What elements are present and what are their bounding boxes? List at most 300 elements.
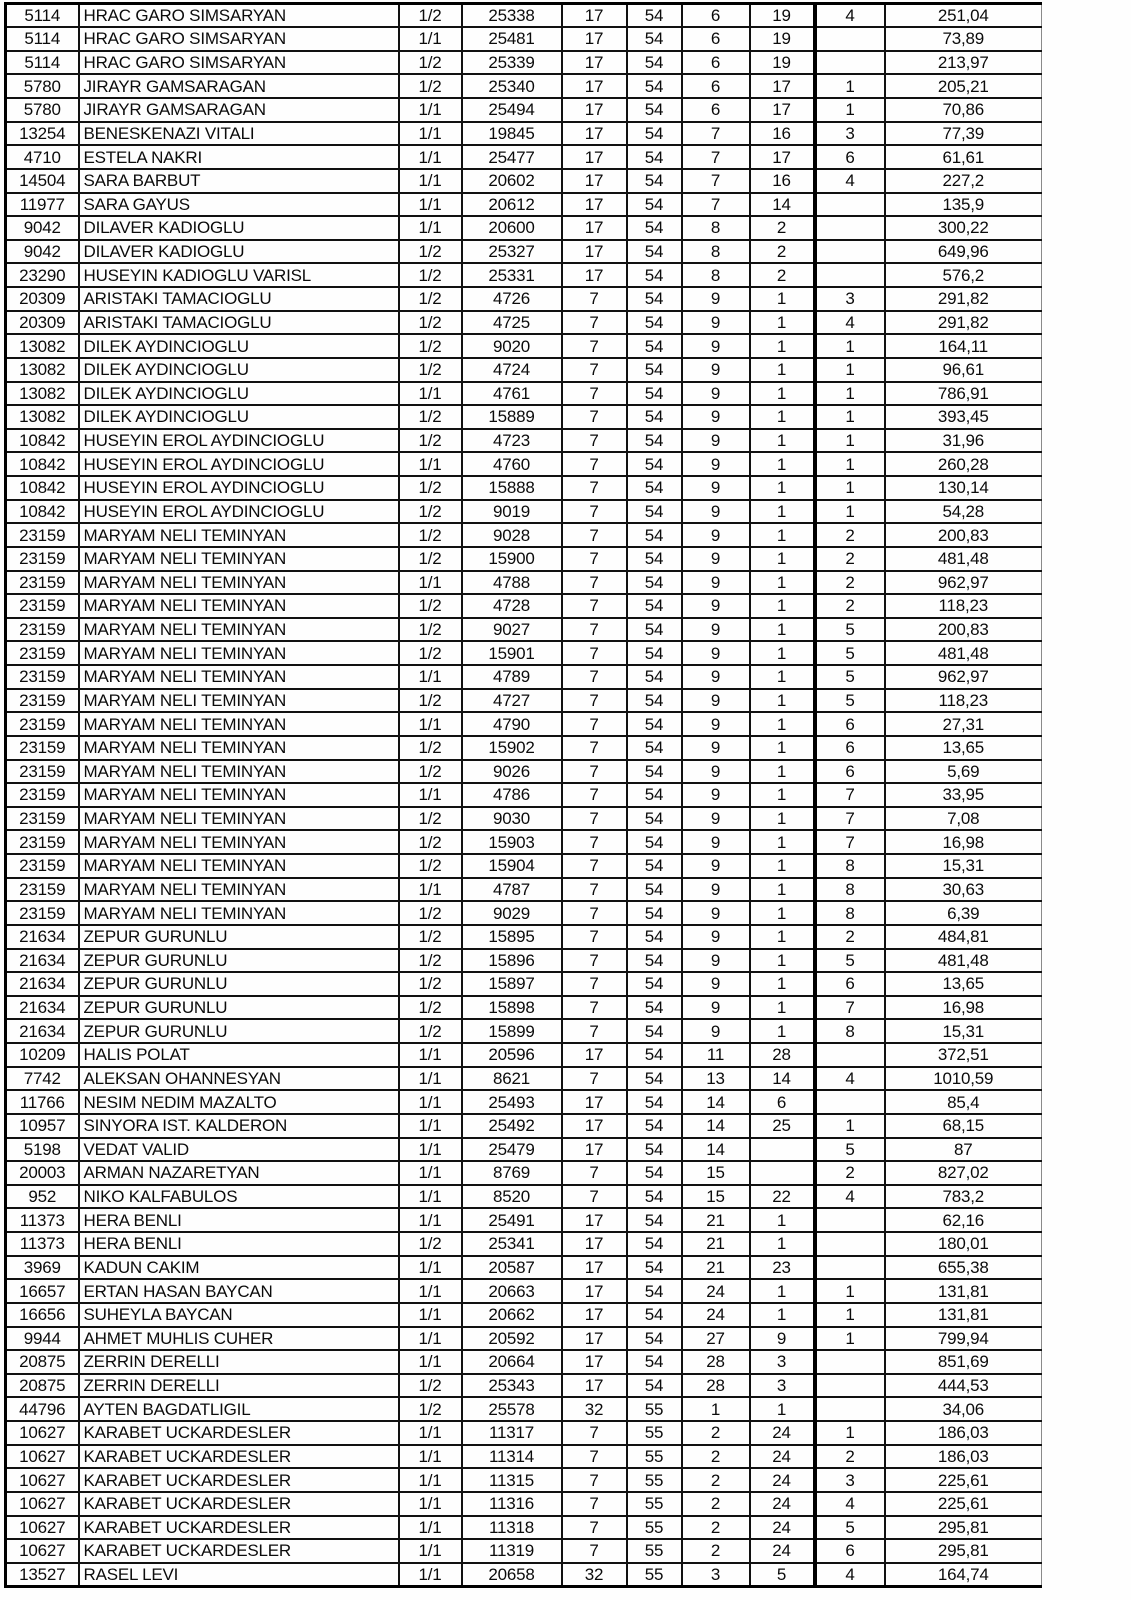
cell-n2: 54 bbox=[627, 193, 682, 217]
cell-amount: 16,98 bbox=[885, 996, 1042, 1020]
cell-n2: 54 bbox=[627, 1114, 682, 1138]
cell-n5: 1 bbox=[815, 500, 885, 524]
cell-amount: 227,2 bbox=[885, 169, 1042, 193]
cell-share: 1/2 bbox=[399, 500, 462, 524]
cell-n1: 17 bbox=[562, 240, 627, 264]
table-row bbox=[6, 689, 1042, 713]
cell-n1: 7 bbox=[562, 972, 627, 996]
cell-n4 bbox=[750, 1161, 815, 1185]
cell-share: 1/1 bbox=[399, 571, 462, 595]
cell-amount: 135,9 bbox=[885, 193, 1042, 217]
cell-doc_no: 15889 bbox=[462, 405, 562, 429]
cell-n1: 7 bbox=[562, 1539, 627, 1563]
cell-doc_no: 25578 bbox=[462, 1397, 562, 1421]
table-row bbox=[6, 429, 1042, 453]
cell-n4: 17 bbox=[750, 145, 815, 169]
cell-id: 13082 bbox=[6, 334, 79, 358]
cell-share: 1/2 bbox=[399, 618, 462, 642]
cell-share: 1/2 bbox=[399, 641, 462, 665]
cell-share: 1/1 bbox=[399, 98, 462, 122]
cell-doc_no: 25338 bbox=[462, 4, 562, 28]
cell-name: ARISTAKI TAMACIOGLU bbox=[79, 287, 399, 311]
table-row bbox=[6, 145, 1042, 169]
cell-id: 23159 bbox=[6, 854, 79, 878]
cell-n2: 55 bbox=[627, 1492, 682, 1516]
table-row bbox=[6, 854, 1042, 878]
cell-n3: 9 bbox=[682, 807, 750, 831]
cell-id: 23159 bbox=[6, 641, 79, 665]
cell-n1: 7 bbox=[562, 429, 627, 453]
cell-amount: 295,81 bbox=[885, 1516, 1042, 1540]
cell-name: DILEK AYDINCIOGLU bbox=[79, 334, 399, 358]
cell-n5: 5 bbox=[815, 949, 885, 973]
cell-n1: 17 bbox=[562, 1303, 627, 1327]
table-row bbox=[6, 901, 1042, 925]
cell-id: 3969 bbox=[6, 1256, 79, 1280]
cell-n5: 6 bbox=[815, 1539, 885, 1563]
cell-amount: 130,14 bbox=[885, 476, 1042, 500]
cell-id: 23159 bbox=[6, 807, 79, 831]
cell-n4: 1 bbox=[750, 523, 815, 547]
cell-name: HRAC GARO SIMSARYAN bbox=[79, 27, 399, 51]
cell-doc_no: 9026 bbox=[462, 760, 562, 784]
cell-n4: 24 bbox=[750, 1516, 815, 1540]
cell-doc_no: 4788 bbox=[462, 571, 562, 595]
cell-n2: 54 bbox=[627, 830, 682, 854]
cell-doc_no: 4725 bbox=[462, 311, 562, 335]
cell-n3: 8 bbox=[682, 263, 750, 287]
cell-id: 23159 bbox=[6, 783, 79, 807]
cell-n5: 5 bbox=[815, 1138, 885, 1162]
table-row bbox=[6, 311, 1042, 335]
cell-amount: 7,08 bbox=[885, 807, 1042, 831]
cell-n1: 17 bbox=[562, 1043, 627, 1067]
cell-name: MARYAM NELI TEMINYAN bbox=[79, 736, 399, 760]
cell-n2: 54 bbox=[627, 1350, 682, 1374]
cell-n1: 7 bbox=[562, 571, 627, 595]
cell-n3: 9 bbox=[682, 594, 750, 618]
cell-share: 1/2 bbox=[399, 4, 462, 28]
cell-id: 5114 bbox=[6, 4, 79, 28]
cell-share: 1/2 bbox=[399, 523, 462, 547]
cell-n4: 24 bbox=[750, 1492, 815, 1516]
cell-doc_no: 11314 bbox=[462, 1445, 562, 1469]
cell-n2: 54 bbox=[627, 523, 682, 547]
cell-n3: 9 bbox=[682, 712, 750, 736]
cell-n2: 54 bbox=[627, 972, 682, 996]
cell-n4: 23 bbox=[750, 1256, 815, 1280]
table-row bbox=[6, 1067, 1042, 1091]
cell-n5: 2 bbox=[815, 594, 885, 618]
cell-amount: 15,31 bbox=[885, 854, 1042, 878]
cell-name: ERTAN HASAN BAYCAN bbox=[79, 1279, 399, 1303]
cell-n2: 54 bbox=[627, 311, 682, 335]
cell-n3: 21 bbox=[682, 1256, 750, 1280]
cell-n4: 6 bbox=[750, 1090, 815, 1114]
cell-n4: 1 bbox=[750, 807, 815, 831]
cell-share: 1/2 bbox=[399, 736, 462, 760]
cell-n3: 9 bbox=[682, 311, 750, 335]
cell-share: 1/1 bbox=[399, 1468, 462, 1492]
cell-n1: 7 bbox=[562, 854, 627, 878]
cell-n1: 7 bbox=[562, 665, 627, 689]
cell-n5: 8 bbox=[815, 878, 885, 902]
table-row bbox=[6, 263, 1042, 287]
cell-doc_no: 4728 bbox=[462, 594, 562, 618]
cell-n2: 54 bbox=[627, 689, 682, 713]
cell-n3: 9 bbox=[682, 996, 750, 1020]
cell-id: 5780 bbox=[6, 74, 79, 98]
cell-id: 23159 bbox=[6, 571, 79, 595]
cell-n3: 7 bbox=[682, 122, 750, 146]
cell-id: 16657 bbox=[6, 1279, 79, 1303]
cell-n3: 28 bbox=[682, 1374, 750, 1398]
cell-id: 21634 bbox=[6, 1019, 79, 1043]
cell-name: MARYAM NELI TEMINYAN bbox=[79, 641, 399, 665]
cell-doc_no: 25494 bbox=[462, 98, 562, 122]
cell-doc_no: 15902 bbox=[462, 736, 562, 760]
table-row bbox=[6, 523, 1042, 547]
cell-share: 1/2 bbox=[399, 547, 462, 571]
cell-amount: 205,21 bbox=[885, 74, 1042, 98]
cell-n3: 6 bbox=[682, 51, 750, 75]
cell-n4: 1 bbox=[750, 571, 815, 595]
cell-n2: 55 bbox=[627, 1516, 682, 1540]
cell-amount: 164,11 bbox=[885, 334, 1042, 358]
cell-amount: 372,51 bbox=[885, 1043, 1042, 1067]
cell-n5 bbox=[815, 51, 885, 75]
cell-amount: 213,97 bbox=[885, 51, 1042, 75]
cell-n1: 7 bbox=[562, 382, 627, 406]
cell-n1: 17 bbox=[562, 1350, 627, 1374]
cell-n3: 6 bbox=[682, 27, 750, 51]
cell-doc_no: 4760 bbox=[462, 452, 562, 476]
cell-id: 23159 bbox=[6, 665, 79, 689]
cell-doc_no: 8520 bbox=[462, 1185, 562, 1209]
cell-share: 1/2 bbox=[399, 334, 462, 358]
cell-name: NIKO KALFABULOS bbox=[79, 1185, 399, 1209]
cell-n4: 3 bbox=[750, 1350, 815, 1374]
cell-id: 23159 bbox=[6, 901, 79, 925]
cell-share: 1/1 bbox=[399, 1445, 462, 1469]
cell-n2: 54 bbox=[627, 1090, 682, 1114]
table-row bbox=[6, 169, 1042, 193]
cell-n3: 2 bbox=[682, 1492, 750, 1516]
cell-name: AYTEN BAGDATLIGIL bbox=[79, 1397, 399, 1421]
cell-amount: 655,38 bbox=[885, 1256, 1042, 1280]
cell-share: 1/1 bbox=[399, 169, 462, 193]
cell-n1: 7 bbox=[562, 901, 627, 925]
cell-doc_no: 15904 bbox=[462, 854, 562, 878]
cell-n2: 54 bbox=[627, 949, 682, 973]
cell-n2: 54 bbox=[627, 263, 682, 287]
cell-n3: 7 bbox=[682, 145, 750, 169]
cell-n2: 54 bbox=[627, 240, 682, 264]
cell-amount: 85,4 bbox=[885, 1090, 1042, 1114]
cell-doc_no: 20596 bbox=[462, 1043, 562, 1067]
cell-n2: 54 bbox=[627, 783, 682, 807]
cell-n5: 4 bbox=[815, 169, 885, 193]
cell-name: MARYAM NELI TEMINYAN bbox=[79, 878, 399, 902]
cell-amount: 481,48 bbox=[885, 547, 1042, 571]
cell-n3: 6 bbox=[682, 98, 750, 122]
table-row bbox=[6, 1279, 1042, 1303]
cell-share: 1/2 bbox=[399, 358, 462, 382]
cell-amount: 13,65 bbox=[885, 736, 1042, 760]
cell-name: RASEL LEVI bbox=[79, 1563, 399, 1587]
cell-n1: 7 bbox=[562, 807, 627, 831]
cell-n3: 9 bbox=[682, 523, 750, 547]
cell-n1: 17 bbox=[562, 4, 627, 28]
table-row bbox=[6, 760, 1042, 784]
cell-n1: 7 bbox=[562, 1161, 627, 1185]
cell-name: HERA BENLI bbox=[79, 1208, 399, 1232]
cell-n1: 7 bbox=[562, 712, 627, 736]
cell-share: 1/1 bbox=[399, 382, 462, 406]
cell-id: 21634 bbox=[6, 972, 79, 996]
cell-n3: 9 bbox=[682, 334, 750, 358]
cell-name: MARYAM NELI TEMINYAN bbox=[79, 689, 399, 713]
cell-share: 1/2 bbox=[399, 949, 462, 973]
cell-n4: 9 bbox=[750, 1327, 815, 1351]
cell-n1: 17 bbox=[562, 1256, 627, 1280]
cell-amount: 1010,59 bbox=[885, 1067, 1042, 1091]
cell-n5: 2 bbox=[815, 571, 885, 595]
cell-id: 11977 bbox=[6, 193, 79, 217]
table-row bbox=[6, 1327, 1042, 1351]
cell-amount: 783,2 bbox=[885, 1185, 1042, 1209]
cell-n2: 54 bbox=[627, 74, 682, 98]
cell-n2: 54 bbox=[627, 1327, 682, 1351]
cell-name: MARYAM NELI TEMINYAN bbox=[79, 854, 399, 878]
cell-share: 1/1 bbox=[399, 1279, 462, 1303]
cell-id: 4710 bbox=[6, 145, 79, 169]
cell-n2: 55 bbox=[627, 1468, 682, 1492]
cell-id: 20309 bbox=[6, 311, 79, 335]
cell-n2: 54 bbox=[627, 760, 682, 784]
cell-name: MARYAM NELI TEMINYAN bbox=[79, 783, 399, 807]
cell-n5: 4 bbox=[815, 1563, 885, 1587]
cell-n4: 19 bbox=[750, 4, 815, 28]
cell-n4: 1 bbox=[750, 429, 815, 453]
cell-share: 1/2 bbox=[399, 263, 462, 287]
cell-id: 13082 bbox=[6, 405, 79, 429]
cell-amount: 962,97 bbox=[885, 665, 1042, 689]
cell-amount: 87 bbox=[885, 1138, 1042, 1162]
cell-amount: 200,83 bbox=[885, 618, 1042, 642]
cell-amount: 5,69 bbox=[885, 760, 1042, 784]
cell-n1: 17 bbox=[562, 263, 627, 287]
cell-n5: 4 bbox=[815, 1185, 885, 1209]
cell-n2: 55 bbox=[627, 1445, 682, 1469]
cell-n5 bbox=[815, 1397, 885, 1421]
cell-n3: 28 bbox=[682, 1350, 750, 1374]
cell-n1: 17 bbox=[562, 193, 627, 217]
cell-n2: 54 bbox=[627, 854, 682, 878]
cell-amount: 77,39 bbox=[885, 122, 1042, 146]
cell-share: 1/1 bbox=[399, 1492, 462, 1516]
cell-id: 23159 bbox=[6, 523, 79, 547]
cell-id: 13082 bbox=[6, 358, 79, 382]
cell-n1: 7 bbox=[562, 618, 627, 642]
cell-n5: 2 bbox=[815, 523, 885, 547]
cell-n1: 7 bbox=[562, 641, 627, 665]
cell-amount: 481,48 bbox=[885, 949, 1042, 973]
table-row bbox=[6, 1468, 1042, 1492]
cell-n5: 4 bbox=[815, 311, 885, 335]
cell-n5: 2 bbox=[815, 925, 885, 949]
cell-n3: 9 bbox=[682, 783, 750, 807]
cell-id: 13082 bbox=[6, 382, 79, 406]
table-row bbox=[6, 1421, 1042, 1445]
cell-n4: 1 bbox=[750, 760, 815, 784]
cell-doc_no: 15897 bbox=[462, 972, 562, 996]
cell-amount: 96,61 bbox=[885, 358, 1042, 382]
cell-n2: 54 bbox=[627, 287, 682, 311]
cell-amount: 481,48 bbox=[885, 641, 1042, 665]
cell-n5: 1 bbox=[815, 476, 885, 500]
cell-n3: 9 bbox=[682, 925, 750, 949]
cell-n1: 7 bbox=[562, 547, 627, 571]
cell-id: 10957 bbox=[6, 1114, 79, 1138]
cell-doc_no: 25491 bbox=[462, 1208, 562, 1232]
cell-name: MARYAM NELI TEMINYAN bbox=[79, 830, 399, 854]
cell-amount: 6,39 bbox=[885, 901, 1042, 925]
table-row bbox=[6, 830, 1042, 854]
cell-n4: 1 bbox=[750, 949, 815, 973]
table-row bbox=[6, 358, 1042, 382]
cell-n3: 9 bbox=[682, 854, 750, 878]
cell-n1: 17 bbox=[562, 1327, 627, 1351]
cell-n4: 19 bbox=[750, 51, 815, 75]
cell-n1: 7 bbox=[562, 1421, 627, 1445]
cell-share: 1/2 bbox=[399, 476, 462, 500]
cell-amount: 786,91 bbox=[885, 382, 1042, 406]
cell-n1: 7 bbox=[562, 925, 627, 949]
cell-id: 9042 bbox=[6, 240, 79, 264]
cell-name: DILAVER KADIOGLU bbox=[79, 240, 399, 264]
table-row bbox=[6, 878, 1042, 902]
cell-name: ZEPUR GURUNLU bbox=[79, 949, 399, 973]
cell-n5: 4 bbox=[815, 4, 885, 28]
cell-share: 1/2 bbox=[399, 1232, 462, 1256]
cell-n3: 9 bbox=[682, 760, 750, 784]
table-row bbox=[6, 972, 1042, 996]
cell-n5: 2 bbox=[815, 1445, 885, 1469]
cell-n4: 17 bbox=[750, 74, 815, 98]
cell-doc_no: 11315 bbox=[462, 1468, 562, 1492]
cell-n1: 17 bbox=[562, 1138, 627, 1162]
cell-share: 1/2 bbox=[399, 429, 462, 453]
cell-share: 1/2 bbox=[399, 830, 462, 854]
cell-doc_no: 9019 bbox=[462, 500, 562, 524]
cell-n2: 54 bbox=[627, 1043, 682, 1067]
cell-name: HUSEYIN KADIOGLU VARISL bbox=[79, 263, 399, 287]
cell-n4: 1 bbox=[750, 287, 815, 311]
table-row bbox=[6, 1516, 1042, 1540]
cell-share: 1/2 bbox=[399, 972, 462, 996]
cell-amount: 200,83 bbox=[885, 523, 1042, 547]
table-row bbox=[6, 476, 1042, 500]
cell-n5: 1 bbox=[815, 1303, 885, 1327]
cell-n4: 1 bbox=[750, 736, 815, 760]
cell-n2: 54 bbox=[627, 216, 682, 240]
table-row bbox=[6, 1492, 1042, 1516]
cell-amount: 27,31 bbox=[885, 712, 1042, 736]
cell-n2: 54 bbox=[627, 405, 682, 429]
cell-name: SUHEYLA BAYCAN bbox=[79, 1303, 399, 1327]
cell-name: HERA BENLI bbox=[79, 1232, 399, 1256]
cell-name: MARYAM NELI TEMINYAN bbox=[79, 712, 399, 736]
cell-amount: 164,74 bbox=[885, 1563, 1042, 1587]
cell-n1: 7 bbox=[562, 830, 627, 854]
cell-n5: 6 bbox=[815, 145, 885, 169]
cell-id: 13527 bbox=[6, 1563, 79, 1587]
cell-doc_no: 4789 bbox=[462, 665, 562, 689]
cell-doc_no: 25331 bbox=[462, 263, 562, 287]
cell-doc_no: 20664 bbox=[462, 1350, 562, 1374]
cell-n3: 7 bbox=[682, 193, 750, 217]
cell-n2: 54 bbox=[627, 807, 682, 831]
table-row bbox=[6, 807, 1042, 831]
cell-n2: 54 bbox=[627, 1185, 682, 1209]
cell-n4: 22 bbox=[750, 1185, 815, 1209]
cell-id: 20875 bbox=[6, 1374, 79, 1398]
table-row bbox=[6, 547, 1042, 571]
cell-share: 1/2 bbox=[399, 287, 462, 311]
cell-amount: 31,96 bbox=[885, 429, 1042, 453]
cell-n2: 54 bbox=[627, 382, 682, 406]
cell-doc_no: 20658 bbox=[462, 1563, 562, 1587]
cell-n3: 2 bbox=[682, 1516, 750, 1540]
cell-n5: 7 bbox=[815, 830, 885, 854]
cell-name: MARYAM NELI TEMINYAN bbox=[79, 665, 399, 689]
cell-n5: 4 bbox=[815, 1067, 885, 1091]
cell-share: 1/1 bbox=[399, 783, 462, 807]
cell-share: 1/1 bbox=[399, 1090, 462, 1114]
cell-n5: 7 bbox=[815, 996, 885, 1020]
cell-n5: 8 bbox=[815, 1019, 885, 1043]
cell-id: 23159 bbox=[6, 594, 79, 618]
cell-name: SARA GAYUS bbox=[79, 193, 399, 217]
cell-n2: 55 bbox=[627, 1539, 682, 1563]
cell-amount: 251,04 bbox=[885, 4, 1042, 28]
cell-n3: 2 bbox=[682, 1539, 750, 1563]
cell-n2: 54 bbox=[627, 925, 682, 949]
cell-n4: 1 bbox=[750, 901, 815, 925]
cell-amount: 827,02 bbox=[885, 1161, 1042, 1185]
table-row bbox=[6, 1161, 1042, 1185]
cell-n4: 1 bbox=[750, 1303, 815, 1327]
cell-doc_no: 25341 bbox=[462, 1232, 562, 1256]
table-row bbox=[6, 1539, 1042, 1563]
cell-amount: 576,2 bbox=[885, 263, 1042, 287]
cell-doc_no: 4787 bbox=[462, 878, 562, 902]
table-row bbox=[6, 1397, 1042, 1421]
cell-id: 10842 bbox=[6, 429, 79, 453]
cell-n5: 6 bbox=[815, 760, 885, 784]
cell-name: MARYAM NELI TEMINYAN bbox=[79, 618, 399, 642]
ledger-table bbox=[4, 2, 1042, 1588]
cell-n1: 7 bbox=[562, 949, 627, 973]
table-row bbox=[6, 996, 1042, 1020]
cell-n5 bbox=[815, 1043, 885, 1067]
cell-n5: 4 bbox=[815, 1492, 885, 1516]
cell-n1: 17 bbox=[562, 1090, 627, 1114]
cell-n4: 1 bbox=[750, 1019, 815, 1043]
cell-name: HUSEYIN EROL AYDINCIOGLU bbox=[79, 500, 399, 524]
cell-n2: 55 bbox=[627, 1421, 682, 1445]
